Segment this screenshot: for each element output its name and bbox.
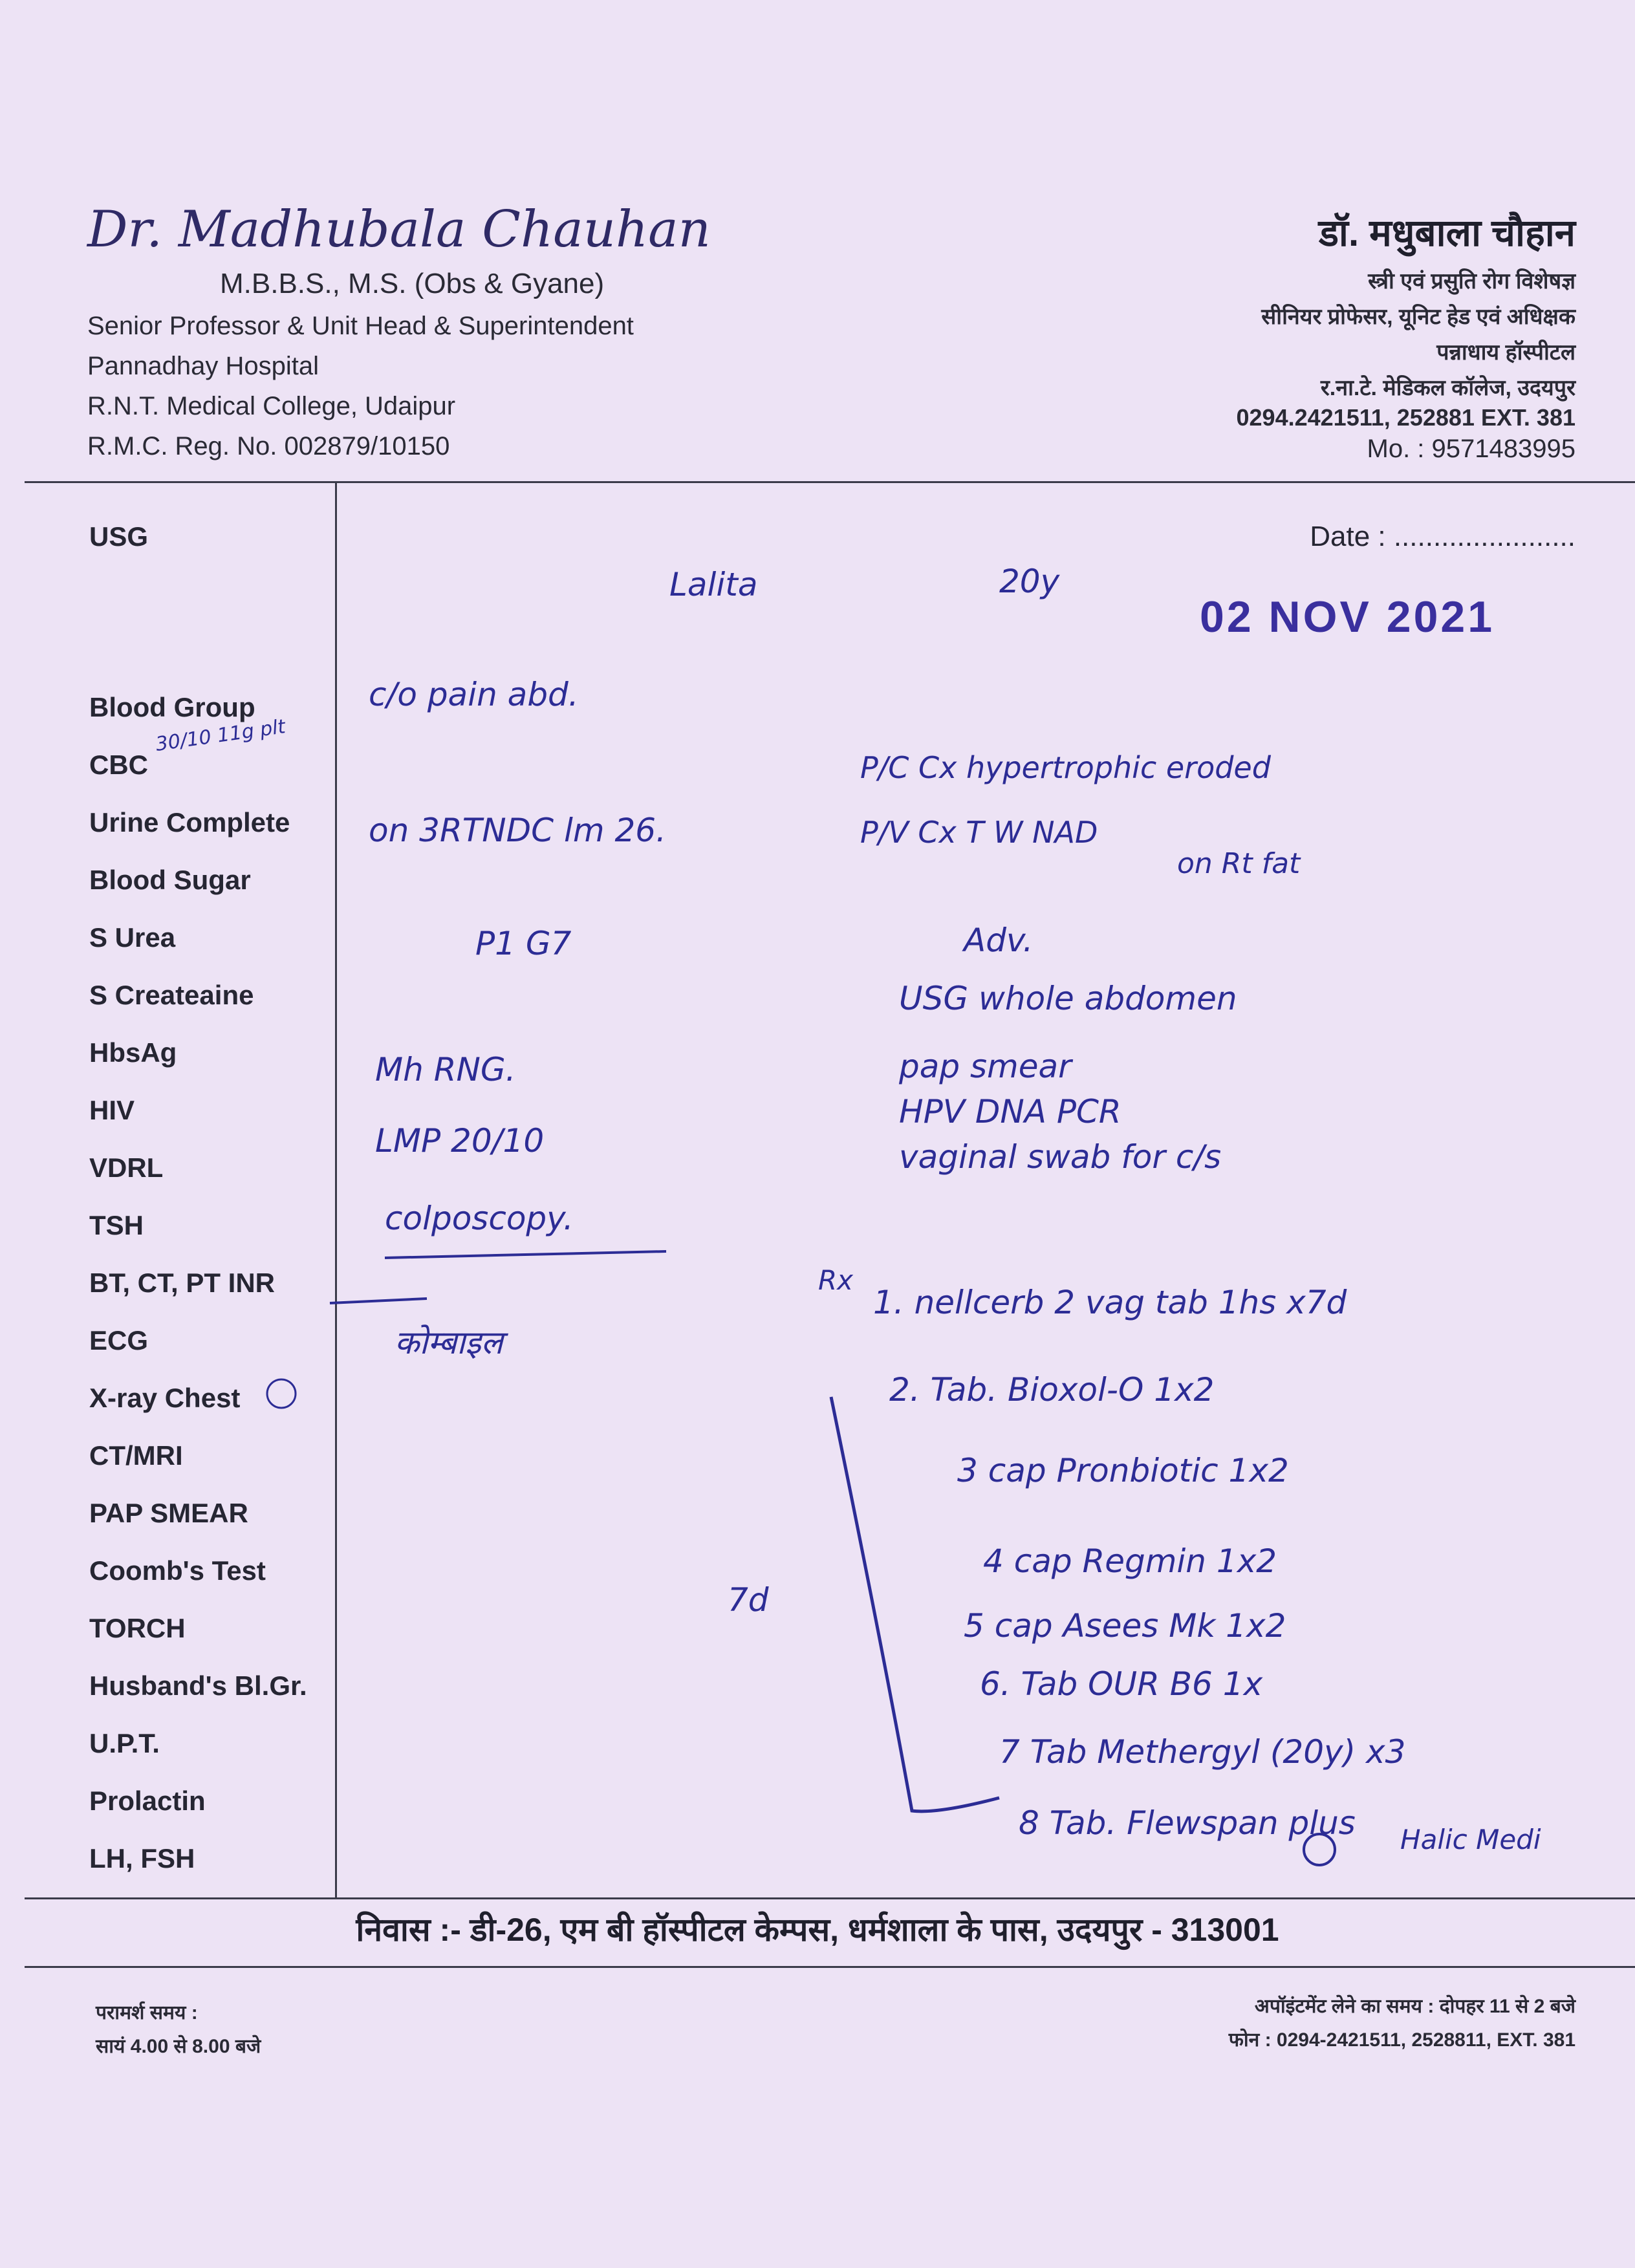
hw-advice-hpv: HPV DNA PCR	[899, 1093, 1121, 1130]
hospital-name: Pannadhay Hospital	[87, 352, 319, 380]
doctor-degrees: M.B.B.S., M.S. (Obs & Gyane)	[220, 268, 605, 299]
test-usg: USG	[89, 521, 149, 552]
phone-header: 0294.2421511, 252881 EXT. 381	[1236, 404, 1575, 431]
footer-phone: फोन : 0294-2421511, 2528811, EXT. 381	[1228, 2029, 1575, 2051]
hw-advice-heading: Adv.	[964, 922, 1034, 959]
test-blood-sugar: Blood Sugar	[89, 865, 251, 895]
hw-mh: Mh RNG.	[375, 1051, 516, 1088]
hw-lmp: LMP 20/10	[375, 1122, 545, 1160]
hw-rx-8: 8 Tab. Flewspan plus	[1019, 1804, 1356, 1842]
hw-advice-swab: vaginal swab for c/s	[899, 1138, 1222, 1176]
hw-history: on 3RTNDC lm 26.	[369, 812, 666, 849]
underline-colposcopy	[385, 1251, 666, 1258]
hw-rx-7: 7 Tab Methergyl (20y) x3	[999, 1733, 1406, 1771]
doctor-name-en: Dr. Madhubala Chauhan	[87, 200, 711, 259]
hw-rx-symbol: Rx	[818, 1264, 854, 1296]
hw-rx-3: 3 cap Pronbiotic 1x2	[957, 1452, 1289, 1489]
test-tsh: TSH	[89, 1210, 144, 1240]
hw-rx-1: 1. nellcerb 2 vag tab 1hs x7d	[873, 1284, 1347, 1321]
college-name: R.N.T. Medical College, Udaipur	[87, 392, 456, 420]
xray-circle	[267, 1379, 296, 1408]
test-s-creatinine: S Createaine	[89, 980, 254, 1010]
date-label: Date : .......................	[1310, 521, 1575, 552]
mobile-header: Mo. : 9571483995	[1367, 435, 1575, 463]
hw-finding-pc: P/C Cx hypertrophic eroded	[860, 750, 1271, 785]
hw-cbc-note: 30/10 11g plt	[154, 715, 287, 756]
doctor-title: Senior Professor & Unit Head & Superintendent	[87, 312, 634, 340]
hw-rx-4: 4 cap Regmin 1x2	[983, 1542, 1277, 1580]
hw-colposcopy: colposcopy.	[385, 1200, 574, 1237]
underline-left	[330, 1299, 427, 1303]
residence-address: निवास :- डी-26, एम बी हॉस्पीटल केम्पस, धर्मशाला के पास, उदयपुर - 313001	[356, 1912, 1279, 1948]
hw-complaint: c/o pain abd.	[369, 676, 579, 713]
circle-mark	[1304, 1834, 1335, 1865]
footer-divider-bottom	[25, 1966, 1635, 1968]
test-ct-mri: CT/MRI	[89, 1440, 183, 1471]
test-coombs: Coomb's Test	[89, 1555, 266, 1586]
specialty-hi: स्त्री एवं प्रसुति रोग विशेषज्ञ	[1368, 269, 1575, 294]
hw-bottom-note: Halic Medi	[1400, 1824, 1541, 1855]
date-stamp: 02 NOV 2021	[1200, 592, 1495, 642]
test-hiv: HIV	[89, 1095, 135, 1125]
footer-divider-top	[25, 1897, 1635, 1899]
rx-bracket	[831, 1397, 999, 1811]
hw-advice-pap: pap smear	[899, 1048, 1072, 1085]
hospital-hi: पन्नाधाय हॉस्पीटल	[1436, 340, 1575, 365]
hw-hindi-note: कोम्बाइल	[395, 1324, 503, 1361]
appointment-time: अपॉइंटमेंट लेने का समय : दोपहर 11 से 2 बजे	[1254, 1996, 1575, 2017]
reg-number: R.M.C. Reg. No. 002879/10150	[87, 432, 450, 460]
test-xray: X-ray Chest	[89, 1383, 241, 1413]
hw-obstetric: P1 G7	[475, 925, 572, 962]
test-torch: TORCH	[89, 1613, 186, 1643]
test-pap-smear: PAP SMEAR	[89, 1498, 248, 1528]
hw-side-note: 7d	[728, 1581, 769, 1619]
test-urine: Urine Complete	[89, 807, 290, 837]
doctor-name-hi: डॉ. मधुबाला चौहान	[1318, 212, 1575, 254]
test-bt-ct: BT, CT, PT INR	[89, 1268, 276, 1298]
hw-rx-6: 6. Tab OUR B6 1x	[980, 1665, 1263, 1703]
test-lh-fsh: LH, FSH	[89, 1843, 195, 1874]
test-upt: U.P.T.	[89, 1728, 160, 1758]
hw-rx-5: 5 cap Asees Mk 1x2	[964, 1607, 1286, 1645]
test-prolactin: Prolactin	[89, 1786, 206, 1816]
hw-patient-name: Lalita	[669, 566, 758, 603]
hw-advice-usg: USG whole abdomen	[899, 980, 1237, 1017]
hw-finding-fat: on Rt fat	[1177, 847, 1301, 880]
hw-finding-pv: P/V Cx T W NAD	[860, 815, 1098, 850]
test-vdrl: VDRL	[89, 1152, 164, 1183]
hw-age: 20y	[999, 563, 1060, 600]
consult-label: परामर्श समय :	[96, 2002, 198, 2024]
college-hi: र.ना.टे. मेडिकल कॉलेज, उदयपुर	[1320, 376, 1575, 400]
test-blood-group: Blood Group	[89, 692, 255, 722]
test-cbc: CBC	[89, 750, 148, 780]
consult-time: सायं 4.00 से 8.00 बजे	[96, 2036, 261, 2057]
hw-rx-2: 2. Tab. Bioxol-O 1x2	[889, 1371, 1215, 1409]
title-hi: सीनियर प्रोफेसर, यूनिट हेड एवं अधिक्षक	[1261, 305, 1575, 329]
test-husband-blgr: Husband's Bl.Gr.	[89, 1670, 307, 1701]
test-s-urea: S Urea	[89, 922, 176, 953]
test-hbsag: HbsAg	[89, 1037, 177, 1068]
test-ecg: ECG	[89, 1325, 149, 1355]
